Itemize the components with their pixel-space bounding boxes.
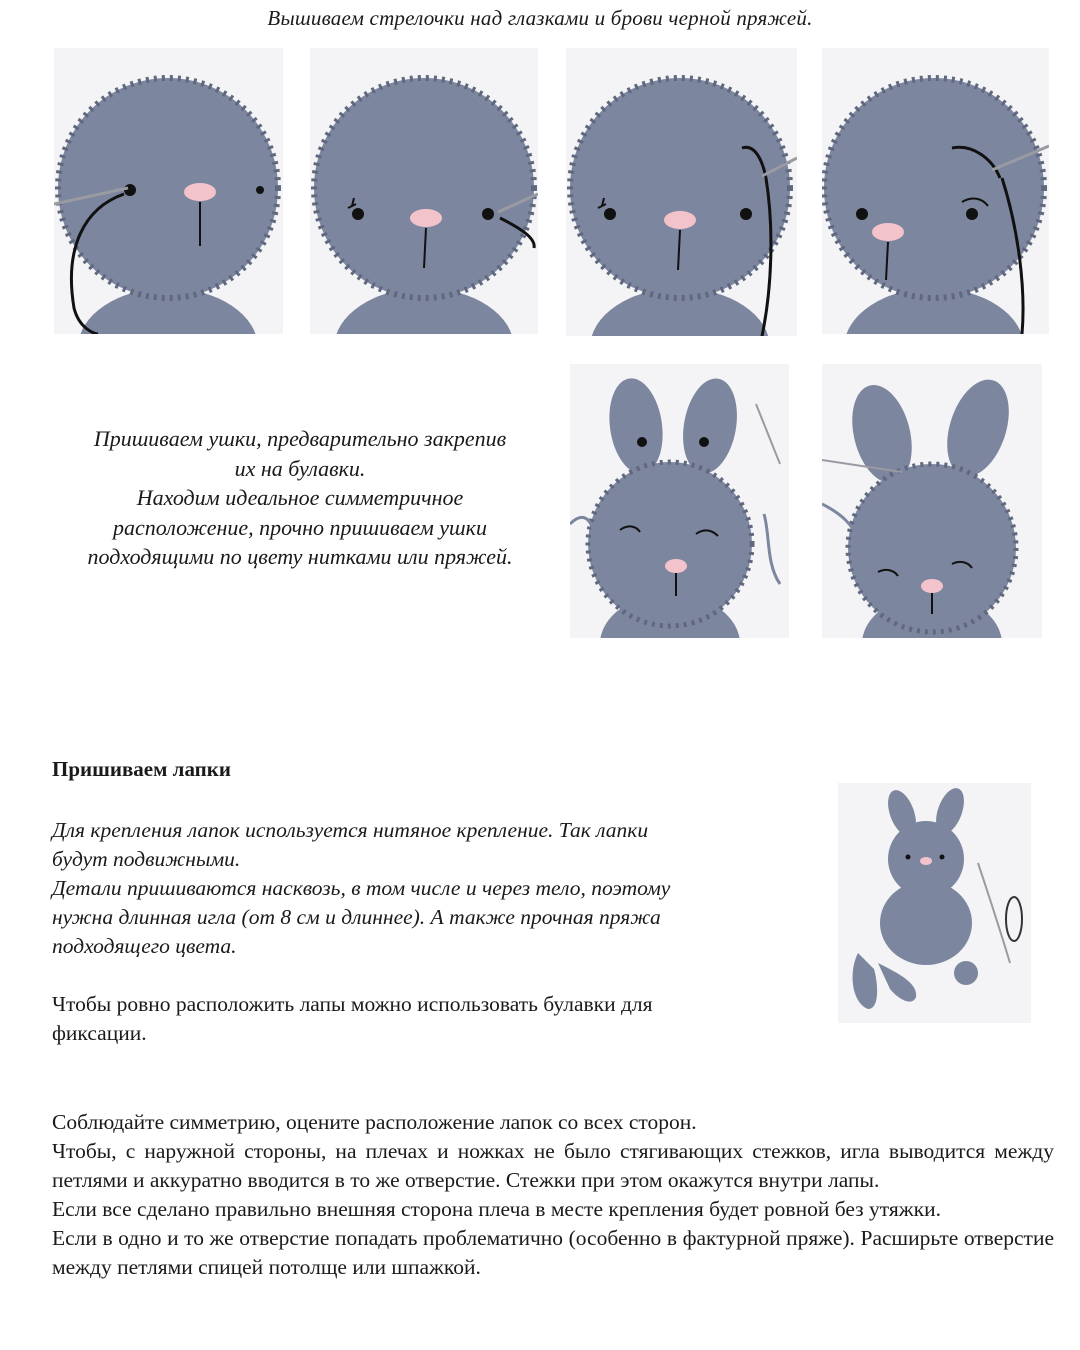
paws-paragraph-1 <box>52 816 788 961</box>
paws-paragraph-2 <box>52 990 788 1048</box>
ears-line: расположение, прочно пришиваем ушки <box>113 514 487 540</box>
ears-instructions <box>40 424 560 572</box>
photo-bunny-with-paws <box>838 783 1031 1023</box>
paws-line: нужна длинная игла (от 8 см и длиннее). А также прочная пряжа <box>52 905 661 929</box>
paws-line: Чтобы ровно расположить лапы можно использовать булавки для <box>52 992 653 1016</box>
paws-line: Для крепления лапок используется нитяное крепление. Так лапки <box>52 818 649 842</box>
bottom-paragraph: Чтобы, с наружной стороны, на плечах и ножках не было стягивающих стежков, игла выводится между петлями и аккуратно вводится в то же отверстие. Стежки при этом окажутся внутри лапы. <box>52 1139 1054 1192</box>
bunny-head-illustration <box>822 48 1049 334</box>
bottom-paragraph: Если все сделано правильно внешняя сторона плеча в месте крепления будет ровной без утяжки. <box>52 1197 941 1221</box>
bottom-paragraph: Если в одно и то же отверстие попадать проблематично (особенно в фактурной пряже). Расширьте отверстие между петлями спицей потолще или шпажкой. <box>52 1226 1054 1279</box>
paws-line: фиксации. <box>52 1021 147 1045</box>
bunny-ears-illustration <box>570 364 789 638</box>
bottom-instructions <box>52 1108 1054 1282</box>
ears-line: Пришиваем ушки, предварительно закрепив <box>93 426 507 451</box>
ears-line: их на булавки. <box>234 455 366 481</box>
photo-ears-pinned <box>570 364 789 638</box>
paws-line: подходящего цвета. <box>52 934 237 958</box>
bottom-paragraph: Соблюдайте симметрию, оцените расположение лапок со всех сторон. <box>52 1110 697 1134</box>
bunny-body-illustration <box>838 783 1031 1023</box>
photo-eyes-step-1 <box>54 48 283 334</box>
bunny-head-illustration <box>566 48 797 336</box>
photo-eyes-step-2 <box>310 48 538 334</box>
photo-eyes-step-3 <box>566 48 797 336</box>
paws-line: будут подвижными. <box>52 847 241 871</box>
bunny-head-illustration <box>54 48 283 334</box>
top-caption: Вышиваем стрелочки над глазками и брови черной пряжей. <box>267 6 813 30</box>
ears-line: подходящими по цвету нитками или пряжей. <box>87 544 513 569</box>
bunny-ears-illustration <box>822 364 1042 638</box>
bunny-head-illustration <box>310 48 538 334</box>
paws-line: Детали пришиваются насквозь, в том числе и через тело, поэтому <box>52 876 671 900</box>
photo-ears-sewing <box>822 364 1042 638</box>
section-heading-paws: Пришиваем лапки <box>52 757 231 781</box>
photo-eyes-step-4 <box>822 48 1049 334</box>
ears-line: Находим идеальное симметричное <box>136 485 464 510</box>
